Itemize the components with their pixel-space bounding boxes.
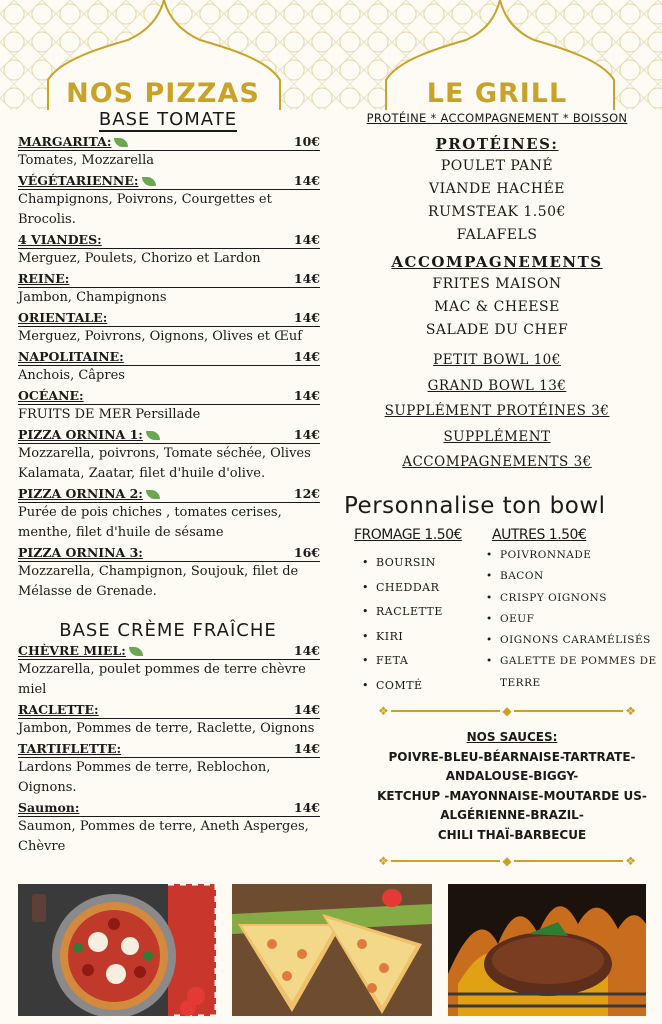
list-item: • OEUF [486,609,658,630]
grill-subtitle: PROTÉINE * ACCOMPAGNEMENT * BOISSON [366,111,628,125]
sauce-line: CHILI THAÏ-BARBECUE [437,827,587,842]
item-name: PIZZA ORNINA 3: [18,544,143,560]
list-item: • BACON [486,566,658,587]
sauce-line: ALGÉRIENNE-BRAZIL- [440,808,584,822]
list-item: • CHEDDAR [362,576,484,601]
item-price: 10€ [293,133,320,149]
menu-item [18,545,328,602]
gold-ornament-icon: ❖ [625,854,637,868]
proteine-item: FALAFELS [456,227,538,243]
item-name: Saumon: [18,799,80,815]
item-price: 14€ [293,642,320,658]
gold-ornament-icon: ❖ [378,854,389,868]
proteine-item: POULET PANÉ [440,158,554,174]
item-price: 14€ [293,740,320,756]
pizza-column [18,80,328,857]
menu-item [18,349,328,386]
menu-item [18,486,328,543]
item-name: TARTIFLETTE: [18,740,122,756]
menu-item [18,134,328,171]
base-creme-title: BASE CRÈME FRAÎCHE [59,619,277,641]
list-item: • BOURSIN [362,551,484,576]
proteine-item: VIANDE HACHÉE [428,181,566,197]
gold-ornament-icon: ❖ [378,704,389,718]
item-desc: Merguez, Poulets, Chorizo et Lardon [18,250,261,266]
steak-photo [448,884,646,1016]
item-price: 14€ [293,172,320,188]
item-price: 14€ [293,799,320,815]
price-line: GRAND BOWL 13€ [427,377,567,394]
item-price: 16€ [293,544,320,560]
item-name: PIZZA ORNINA 1: [18,426,143,442]
fromage-column [354,527,484,698]
price-line: PETIT BOWL 10€ [433,352,561,368]
item-desc: Merguez, Poivrons, Oignons, Olives et Œuf [18,328,303,344]
item-price: 14€ [293,270,320,286]
accompagnement-item: FRITES MAISON [432,276,562,292]
proteines-title: PROTÉINES: [435,135,559,153]
grill-column [338,80,656,476]
gold-divider [376,704,638,718]
base-creme-list [18,643,328,857]
list-item: • POIVRONNADE [486,545,658,566]
item-name: CHÈVRE MIEL: [18,642,126,658]
item-desc: Saumon, Pommes de terre, Aneth Asperges, Chèvre [18,818,309,854]
grill-title: LE GRILL [426,78,568,109]
pizza-slice-photo [232,884,432,1016]
item-desc: Mozzarella, Champignon, Soujouk, filet de Mélasse de Grenade. [18,563,299,599]
item-desc: Jambon, Pommes de terre, Raclette, Oignons [18,720,315,736]
item-name: PIZZA ORNINA 2: [18,485,143,501]
item-name: NAPOLITAINE: [18,348,124,364]
pizza-photo [18,884,216,1016]
item-price: 12€ [293,485,320,501]
item-price: 14€ [293,387,320,403]
item-desc: Tomates, Mozzarella [18,152,154,168]
proteine-item: RUMSTEAK 1.50€ [428,204,566,220]
fromage-title: FROMAGE 1.50€ [354,527,462,543]
item-name: MARGARITA: [18,133,112,149]
item-name: ORIENTALE: [18,309,108,325]
leaf-icon [114,138,128,147]
list-item: • RACLETTE [362,600,484,625]
item-desc: Purée de pois chiches , tomates cerises, menthe, filet d'huile de sésame [18,504,282,540]
item-desc: Lardons Pommes de terre, Reblochon, Oignons. [18,759,271,795]
gold-ornament-icon: ◆ [502,854,512,868]
price-line: SUPPLÉMENT PROTÉINES 3€ [384,403,610,419]
menu-item [18,173,328,230]
item-name: VÉGÉTARIENNE: [18,172,139,188]
list-item: • COMTÉ [362,674,484,699]
sauce-line: ANDALOUSE-BIGGY- [445,769,579,783]
sauces-block [370,728,654,845]
accompagnement-item: SALADE DU CHEF [425,322,569,338]
menu-item [18,741,328,798]
sauces-title: NOS SAUCES: [466,730,558,744]
item-desc: Mozzarella, poivrons, Tomate séchée, Olives Kalamata, Zaatar, filet d'huile d'olive. [18,445,311,481]
list-item: • CRISPY OIGNONS [486,588,658,609]
item-name: REINE: [18,270,70,286]
leaf-icon [129,647,143,656]
accompagnements-title: ACCOMPAGNEMENTS [391,253,603,271]
accompagnement-item: MAC & CHEESE [434,299,560,315]
list-item: • KIRI [362,625,484,650]
gold-ornament-icon: ◆ [502,704,512,718]
item-desc: Jambon, Champignons [18,289,167,305]
autres-column [486,527,658,694]
item-desc: Champignons, Poivrons, Courgettes et Brocolis. [18,191,272,227]
list-item: • FETA [362,649,484,674]
leaf-icon [142,177,156,186]
item-price: 14€ [293,309,320,325]
menu-item [18,800,328,857]
price-line: SUPPLÉMENT [443,428,551,445]
list-item: • OIGNONS CARAMÉLISÉS [486,630,658,651]
item-name: RACLETTE: [18,701,99,717]
list-item: • GALETTE DE POMMES DE TERRE [486,651,658,694]
item-desc: Mozzarella, poulet pommes de terre chèvre miel [18,661,306,697]
item-price: 14€ [293,231,320,247]
price-line: ACCOMPAGNEMENTS 3€ [402,454,592,470]
item-price: 14€ [293,348,320,364]
item-price: 14€ [293,426,320,442]
gold-ornament-icon: ❖ [625,704,637,718]
pizzas-title: NOS PIZZAS [66,78,260,109]
base-tomate-list [18,134,328,602]
autres-list [486,545,658,694]
menu-item [18,271,328,308]
menu-item [18,310,328,347]
item-price: 14€ [293,701,320,717]
autres-title: AUTRES 1.50€ [492,527,587,543]
item-desc: Anchois, Câpres [18,367,125,383]
menu-item [18,702,328,739]
bowl-title: Personnalise ton bowl [344,493,606,519]
fromage-list [362,551,484,698]
menu-item [18,643,328,700]
base-tomate-title: BASE TOMATE [98,109,238,130]
sauce-line: POIVRE-BLEU-BÉARNAISE-TARTRATE- [388,749,636,764]
item-name: 4 VIANDES: [18,231,102,247]
menu-item [18,427,328,484]
sauce-line: KETCHUP -MAYONNAISE-MOUTARDE US- [377,788,647,803]
item-name: OCÉANE: [18,387,84,403]
gold-divider [376,854,638,868]
menu-item [18,232,328,269]
menu-item [18,388,328,425]
leaf-icon [146,490,160,499]
item-desc: FRUITS DE MER Persillade [18,406,201,422]
leaf-icon [146,431,160,440]
